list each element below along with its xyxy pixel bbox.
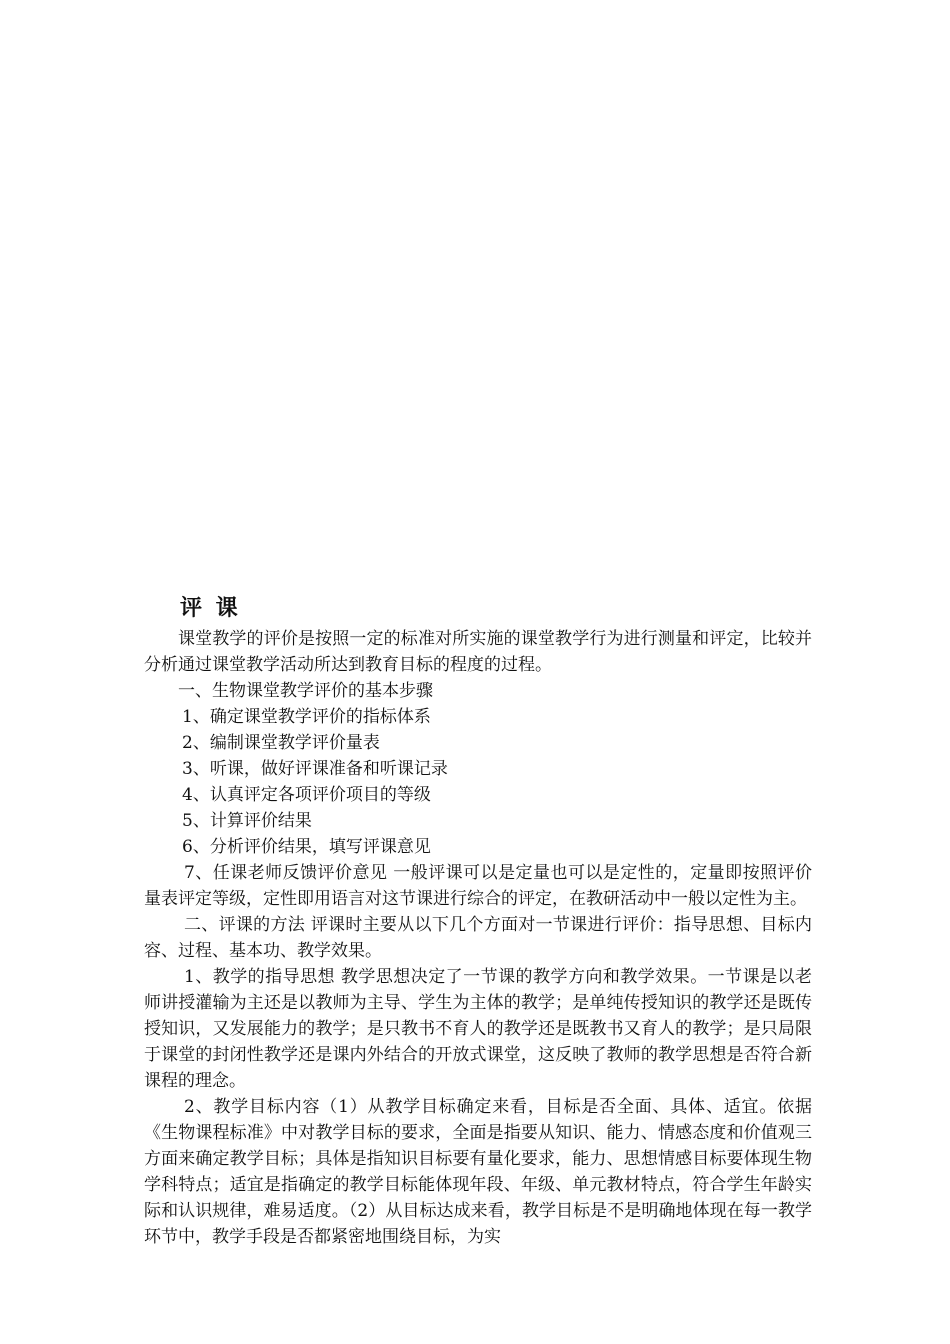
method-paragraph-2: 2、教学目标内容（1）从教学目标确定来看，目标是否全面、具体、适宜。依据《生物课程标准》中对教学目标的要求，全面是指要从知识、能力、情感态度和价值观三方面来确定教学目标；具体是指知识目标要有量化要求，能力、思想情感目标要体现生物学科特点；适宜是指确定的教学目标能体现年段、年级、单元教材特点，符合学生年龄实际和认识规律，难易适度。（2）从目标达成来看，教学目标是不是明确地体现在每一教学环节中，教学手段是否都紧密地围绕目标，为实 [144,1097,812,1247]
step-item-2: 2、编制课堂教学评价量表 [182,733,380,753]
section-heading-steps: 一、生物课堂教学评价的基本步骤 [178,681,433,701]
step-item-5: 5、计算评价结果 [182,811,312,831]
method-paragraph-1: 1、教学的指导思想 教学思想决定了一节课的教学方向和教学效果。一节课是以老师讲授灌输为主还是以教师为主导、学生为主体的教学；是单纯传授知识的教学还是既传授知识，又发展能力的教学；是只教书不育人的教学还是既教书又育人的教学；是只局限于课堂的封闭性教学还是课内外结合的开放式课堂，这反映了教师的教学思想是否符合新课程的理念。 [144,967,812,1091]
step-item-4: 4、认真评定各项评价项目的等级 [182,785,431,805]
step-item-1: 1、确定课堂教学评价的指标体系 [182,707,431,727]
document-title: 评 课 [180,596,241,621]
step-item-3: 3、听课，做好评课准备和听课记录 [182,759,448,779]
step-item-7-paragraph: 7、任课老师反馈评价意见 一般评课可以是定量也可以是定性的，定量即按照评价量表评定等级，定性即用语言对这节课进行综合的评定，在教研活动中一般以定性为主。 [144,863,812,909]
step-item-6: 6、分析评价结果，填写评课意见 [182,837,431,857]
section-heading-methods: 二、评课的方法 评课时主要从以下几个方面对一节课进行评价：指导思想、目标内容、过程、基本功、教学效果。 [144,915,812,961]
intro-paragraph: 课堂教学的评价是按照一定的标准对所实施的课堂教学行为进行测量和评定，比较并分析通过课堂教学活动所达到教育目标的程度的过程。 [144,629,812,675]
document-body [144,594,812,1250]
